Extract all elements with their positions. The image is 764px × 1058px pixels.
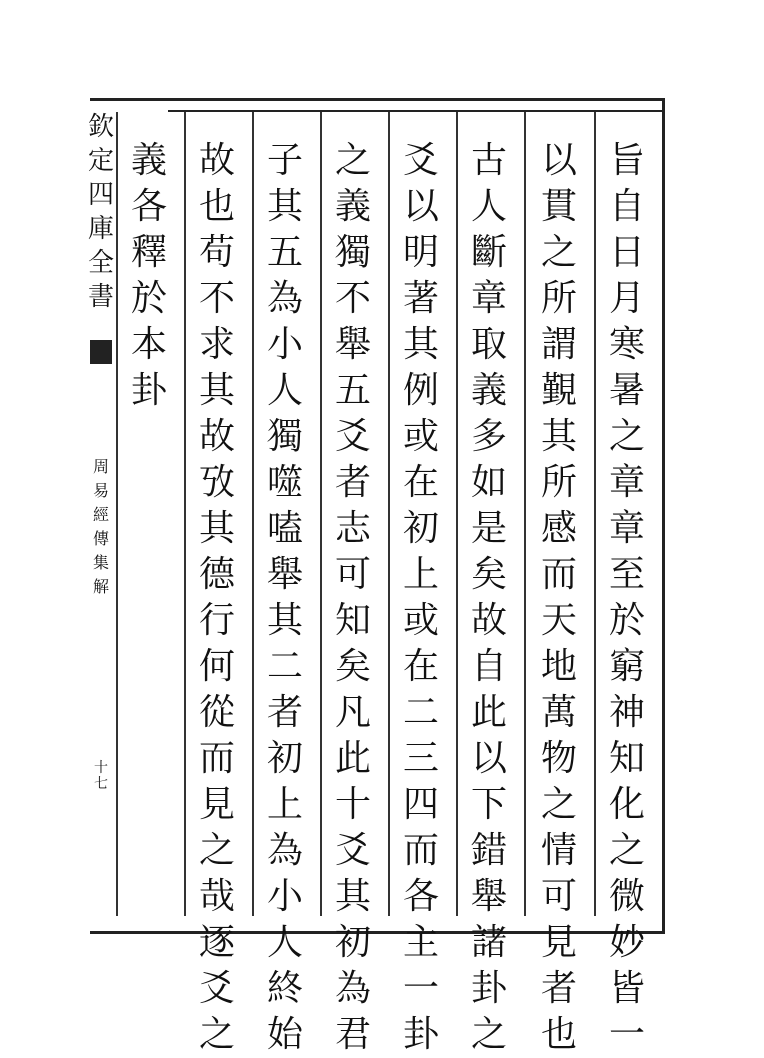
column-rule <box>320 112 322 916</box>
text-char: 月 <box>608 278 645 319</box>
text-char: 可 <box>334 554 371 595</box>
text-char: 一 <box>608 1014 645 1055</box>
gutter-title-char: 定 <box>88 146 115 176</box>
text-char: 獨 <box>266 416 303 457</box>
book-title-char: 集 <box>92 553 109 572</box>
text-char: 諸 <box>470 922 507 963</box>
gutter-rule <box>116 112 118 916</box>
text-char: 五 <box>334 370 371 411</box>
text-char: 凡 <box>334 692 371 733</box>
text-char: 者 <box>334 462 371 503</box>
text-char: 自 <box>470 646 507 687</box>
text-char: 知 <box>334 600 371 641</box>
text-column <box>324 138 382 1058</box>
text-char: 舉 <box>334 324 371 365</box>
text-char: 故 <box>470 600 507 641</box>
text-char: 各 <box>402 876 439 917</box>
text-char: 見 <box>540 922 577 963</box>
text-char: 古 <box>470 140 507 181</box>
gutter-title-char: 庫 <box>88 214 115 244</box>
text-char: 暑 <box>608 370 645 411</box>
text-char: 君 <box>334 1014 371 1055</box>
text-char: 物 <box>540 738 577 779</box>
text-char: 以 <box>470 738 507 779</box>
fishtail-mark-icon <box>90 340 112 364</box>
text-char: 矣 <box>334 646 371 687</box>
text-char: 苟 <box>198 232 235 273</box>
text-char: 矣 <box>470 554 507 595</box>
text-char: 故 <box>198 416 235 457</box>
text-char: 爻 <box>402 140 439 181</box>
text-char: 之 <box>540 784 577 825</box>
text-char: 也 <box>198 186 235 227</box>
text-column <box>530 138 588 1058</box>
text-char: 所 <box>540 278 577 319</box>
text-char: 行 <box>198 600 235 641</box>
text-char: 二 <box>266 646 303 687</box>
text-char: 德 <box>198 554 235 595</box>
book-title-char: 周 <box>92 457 109 476</box>
gutter-title-char: 書 <box>88 282 115 312</box>
text-char: 其 <box>540 416 577 457</box>
text-char: 初 <box>266 738 303 779</box>
text-char: 章 <box>470 278 507 319</box>
text-char: 如 <box>470 462 507 503</box>
text-char: 而 <box>402 830 439 871</box>
text-char: 人 <box>266 370 303 411</box>
text-char: 所 <box>540 462 577 503</box>
text-char: 其 <box>402 324 439 365</box>
gutter-collection-title <box>88 110 114 314</box>
text-char: 十 <box>334 784 371 825</box>
text-char: 妙 <box>608 922 645 963</box>
text-char: 於 <box>130 278 167 319</box>
text-char: 釋 <box>130 232 167 273</box>
text-char: 感 <box>540 508 577 549</box>
gutter-book-title <box>92 455 110 599</box>
top-rule <box>168 110 662 112</box>
text-char: 之 <box>540 232 577 273</box>
text-char: 攷 <box>198 462 235 503</box>
text-char: 旨 <box>608 140 645 181</box>
text-char: 上 <box>402 554 439 595</box>
text-char: 人 <box>266 922 303 963</box>
text-column <box>188 138 246 1058</box>
text-char: 不 <box>198 278 235 319</box>
text-char: 三 <box>402 738 439 779</box>
text-char: 覲 <box>540 370 577 411</box>
text-char: 至 <box>608 554 645 595</box>
gutter-title-char: 欽 <box>88 112 115 142</box>
text-char: 一 <box>402 968 439 1009</box>
text-char: 見 <box>198 784 235 825</box>
column-rule <box>594 112 596 916</box>
text-char: 多 <box>470 416 507 457</box>
text-char: 五 <box>266 232 303 273</box>
text-char: 其 <box>334 876 371 917</box>
text-char: 其 <box>198 370 235 411</box>
text-char: 化 <box>608 784 645 825</box>
text-char: 明 <box>402 232 439 273</box>
text-char: 自 <box>608 186 645 227</box>
text-char: 之 <box>198 830 235 871</box>
text-char: 義 <box>470 370 507 411</box>
text-char: 獨 <box>334 232 371 273</box>
text-char: 其 <box>198 508 235 549</box>
text-char: 謂 <box>540 324 577 365</box>
text-char: 也 <box>540 1014 577 1055</box>
text-char: 之 <box>334 140 371 181</box>
text-char: 卦 <box>402 1014 439 1055</box>
column-rule <box>524 112 526 916</box>
text-column <box>256 138 314 1058</box>
book-title-char: 經 <box>92 505 109 524</box>
text-char: 子 <box>266 140 303 181</box>
text-char: 章 <box>608 462 645 503</box>
text-char: 四 <box>402 784 439 825</box>
text-char: 而 <box>198 738 235 779</box>
text-char: 章 <box>608 508 645 549</box>
text-char: 是 <box>470 508 507 549</box>
book-title-char: 傳 <box>92 529 109 548</box>
text-char: 窮 <box>608 646 645 687</box>
text-char: 萬 <box>540 692 577 733</box>
text-char: 二 <box>402 692 439 733</box>
text-char: 之 <box>198 1014 235 1055</box>
column-rule <box>456 112 458 916</box>
text-char: 哉 <box>198 876 235 917</box>
text-char: 為 <box>266 278 303 319</box>
text-char: 志 <box>334 508 371 549</box>
text-char: 卦 <box>130 370 167 411</box>
text-char: 卦 <box>470 968 507 1009</box>
folio-char: 十 <box>94 760 108 776</box>
text-char: 舉 <box>470 876 507 917</box>
gutter-title-char: 四 <box>88 180 115 210</box>
text-char: 此 <box>470 692 507 733</box>
column-rule <box>184 112 186 916</box>
text-char: 噬 <box>266 462 303 503</box>
text-char: 皆 <box>608 968 645 1009</box>
text-char: 本 <box>130 324 167 365</box>
text-char: 爻 <box>198 968 235 1009</box>
text-char: 其 <box>266 186 303 227</box>
text-char: 此 <box>334 738 371 779</box>
text-char: 天 <box>540 600 577 641</box>
column-rule <box>252 112 254 916</box>
text-char: 微 <box>608 876 645 917</box>
text-char: 神 <box>608 692 645 733</box>
text-char: 者 <box>266 692 303 733</box>
book-title-char: 解 <box>92 577 109 596</box>
text-char: 情 <box>540 830 577 871</box>
text-char: 為 <box>266 830 303 871</box>
text-char: 義 <box>334 186 371 227</box>
text-column <box>598 138 656 1058</box>
text-column <box>460 138 518 1058</box>
book-title-char: 易 <box>92 481 109 500</box>
text-char: 始 <box>266 1014 303 1055</box>
text-char: 貫 <box>540 186 577 227</box>
folio-number <box>92 760 110 792</box>
text-char: 為 <box>334 968 371 1009</box>
folio-char: 七 <box>94 776 108 792</box>
text-column <box>392 138 450 1058</box>
text-char: 著 <box>402 278 439 319</box>
text-char: 者 <box>540 968 577 1009</box>
text-char: 舉 <box>266 554 303 595</box>
text-char: 或 <box>402 600 439 641</box>
text-char: 下 <box>470 784 507 825</box>
text-char: 地 <box>540 646 577 687</box>
text-char: 錯 <box>470 830 507 871</box>
text-char: 終 <box>266 968 303 1009</box>
text-char: 人 <box>470 186 507 227</box>
text-char: 可 <box>540 876 577 917</box>
text-char: 各 <box>130 186 167 227</box>
text-char: 日 <box>608 232 645 273</box>
text-char: 主 <box>402 922 439 963</box>
text-char: 小 <box>266 324 303 365</box>
text-char: 於 <box>608 600 645 641</box>
text-char: 知 <box>608 738 645 779</box>
text-char: 故 <box>198 140 235 181</box>
text-char: 逐 <box>198 922 235 963</box>
text-char: 取 <box>470 324 507 365</box>
text-char: 斷 <box>470 232 507 273</box>
text-char: 在 <box>402 646 439 687</box>
text-char: 之 <box>470 1014 507 1055</box>
text-char: 求 <box>198 324 235 365</box>
text-char: 寒 <box>608 324 645 365</box>
text-char: 初 <box>402 508 439 549</box>
text-char: 以 <box>540 140 577 181</box>
text-char: 嗑 <box>266 508 303 549</box>
text-char: 何 <box>198 646 235 687</box>
text-char: 或 <box>402 416 439 457</box>
text-char: 爻 <box>334 830 371 871</box>
text-char: 小 <box>266 876 303 917</box>
text-char: 以 <box>402 186 439 227</box>
text-char: 之 <box>608 416 645 457</box>
text-char: 上 <box>266 784 303 825</box>
text-char: 其 <box>266 600 303 641</box>
text-char: 義 <box>130 140 167 181</box>
text-char: 例 <box>402 370 439 411</box>
column-rule <box>388 112 390 916</box>
text-char: 從 <box>198 692 235 733</box>
text-char: 在 <box>402 462 439 503</box>
text-char: 不 <box>334 278 371 319</box>
text-char: 初 <box>334 922 371 963</box>
text-char: 而 <box>540 554 577 595</box>
text-char: 爻 <box>334 416 371 457</box>
text-char: 之 <box>608 830 645 871</box>
text-column <box>120 138 178 414</box>
gutter-title-char: 全 <box>88 248 115 278</box>
